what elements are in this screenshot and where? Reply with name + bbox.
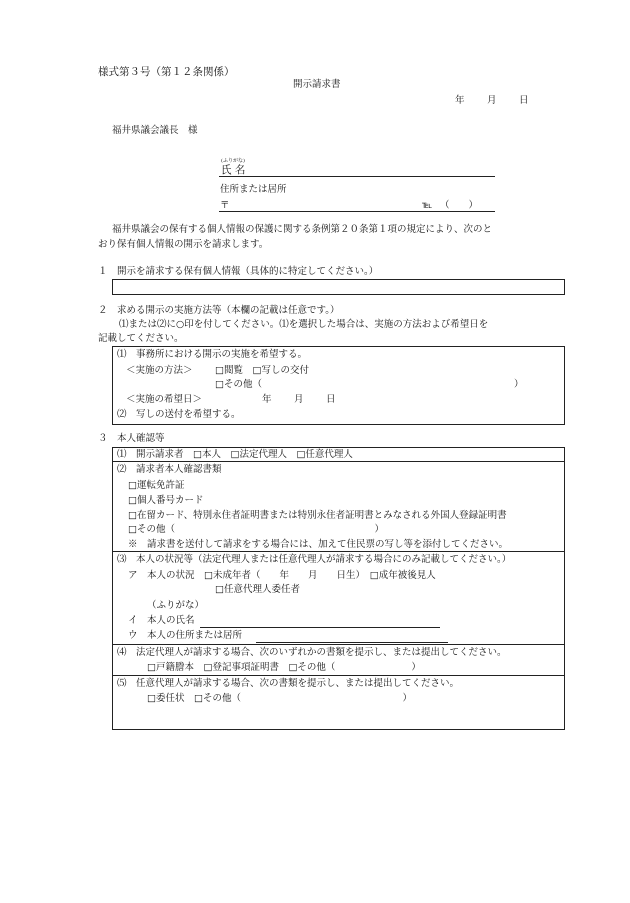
name-field[interactable] (219, 176, 495, 177)
method-options[interactable]: □閲覧 □写しの交付 (215, 365, 309, 376)
row-divider (112, 644, 565, 645)
mail-copy-option[interactable]: ⑵ 写しの送付を希望する。 (117, 409, 241, 420)
address-label: 住所または居所 (220, 184, 287, 195)
name-label: 氏 名 (221, 164, 246, 176)
phone-mark: ℡ (422, 200, 433, 211)
row-divider (112, 461, 565, 462)
principal-furigana: （ふりがな） (147, 600, 205, 611)
section-3-heading: ３ 本人確認等 (98, 433, 165, 444)
desired-date-month: 月 (294, 394, 304, 405)
desired-date-day: 日 (326, 394, 336, 405)
voluntary-agent-title: ⑸ 任意代理人が請求する場合、次の書類を提示し、または提出してください。 (117, 678, 460, 689)
method-other[interactable]: □その他（ (215, 379, 262, 390)
principal-address-label: ウ 本人の住所または居所 (128, 630, 243, 641)
id-doc-mynumber[interactable]: □個人番号カード (128, 495, 204, 506)
principal-status-a2[interactable]: □任意代理人委任者 (215, 584, 300, 595)
section-2-note-1: ⑴または⑵に○印を付してください。⑴を選択した場合は、実施の方法および希望日を (119, 319, 489, 330)
principal-status-a[interactable]: ア 本人の状況 □未成年者（ 年 月 日生） □成年被後見人 (128, 570, 436, 581)
method-other-close: ） (514, 379, 524, 390)
section-1-input-box[interactable] (112, 279, 565, 295)
intro-line-2: おり保有個人情報の開示を請求します。 (98, 239, 269, 250)
section-2-heading: ２ 求める開示の実施方法等（本欄の記載は任意です。） (98, 305, 340, 316)
section-2-note-2: 記載してください。 (98, 333, 184, 344)
phone-paren: （ ） (440, 200, 479, 211)
id-doc-other[interactable]: □その他（ ） (128, 524, 384, 535)
requester-type-row[interactable]: ⑴ 開示請求者 □本人 □法定代理人 □任意代理人 (117, 449, 353, 460)
section-1-heading: １ 開示を請求する保有個人情報（具体的に特定してください。） (98, 266, 379, 277)
principal-status-title: ⑶ 本人の状況等（法定代理人または任意代理人が請求する場合にのみ記載してください。） (117, 554, 512, 565)
id-doc-license[interactable]: □運転免許証 (128, 480, 185, 491)
row-divider (112, 551, 565, 552)
intro-line-1: 福井県議会の保有する個人情報の保護に関する条例第２０条第１項の規定により、次のと (112, 224, 493, 235)
document-title: 開示請求書 (293, 79, 341, 90)
method-label: ＜実施の方法＞ (126, 365, 193, 376)
principal-name-label: イ 本人の氏名 (128, 615, 195, 626)
desired-date-year: 年 (262, 394, 272, 405)
legal-agent-title: ⑷ 法定代理人が請求する場合、次のいずれかの書類を提示し、または提出してください。 (117, 647, 507, 658)
date-day: 日 (519, 95, 529, 106)
address-field[interactable] (219, 211, 495, 212)
addressee: 福井県議会議長 様 (112, 125, 198, 136)
id-doc-residence-card[interactable]: □在留カード、特別永住者証明書または特別永住者証明書とみなされる外国人登録証明書 (128, 510, 507, 521)
office-disclosure-option[interactable]: ⑴ 事務所における開示の実施を希望する。 (117, 349, 308, 360)
id-doc-note: ※ 請求書を送付して請求をする場合には、加えて住民票の写し等を添付してください。 (128, 539, 509, 550)
furigana-label: (ふりがな) (221, 158, 245, 164)
legal-agent-documents[interactable]: □戸籍謄本 □登記事項証明書 □その他（ ） (147, 662, 421, 673)
principal-address-field[interactable] (256, 642, 448, 643)
row-divider (112, 675, 565, 676)
postal-mark: 〒 (220, 200, 230, 211)
principal-name-field[interactable] (200, 627, 440, 628)
date-month: 月 (487, 95, 497, 106)
id-documents-title: ⑵ 請求者本人確認書類 (117, 464, 222, 475)
voluntary-agent-documents[interactable]: □委任状 □その他（ ） (147, 693, 412, 704)
date-year: 年 (455, 95, 465, 106)
form-number: 様式第３号（第１２条関係） (98, 66, 235, 78)
desired-date-label: ＜実施の希望日＞ (126, 394, 203, 405)
